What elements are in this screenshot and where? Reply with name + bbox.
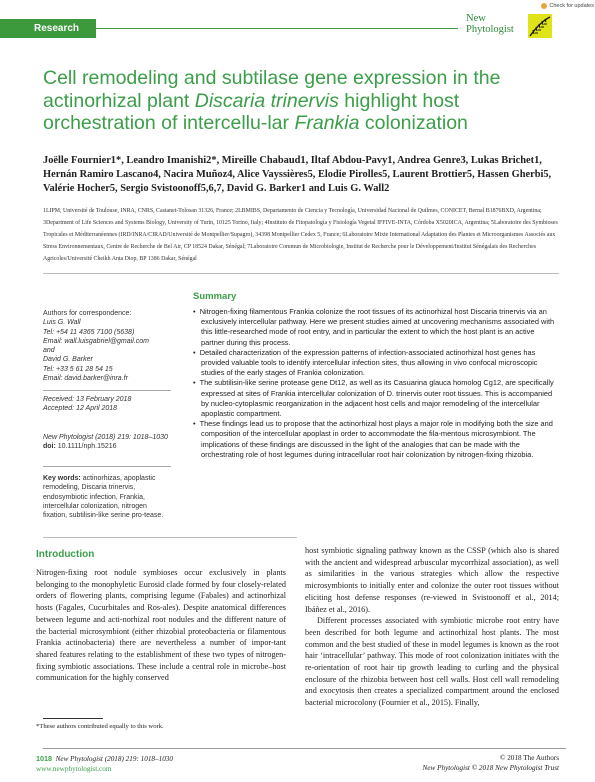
footer-citation: New Phytologist (2018) 219: 1018–1030 [55,755,173,763]
dates-block [43,395,171,414]
authors-line2: Hernán Ramiro Lascano4, Nacira Muñoz4, Alice Vayssières5, Elodie Pirolles5, Laurent Brottier5, Hassen Gherbi5, [43,169,552,181]
journal-logo-line2: Phytologist [466,24,514,35]
correspondence-block [43,309,171,383]
footer-rule [43,748,566,749]
intro-paragraph-1: Nitrogen-fixing root nodule symbioses occur exclusively in plants belonging to the monophyletic Eurosid clade formed by four closely-related orders of flowering plants, comprising legume (Fabales) and actinorhizal hosts (Fagales, Cucurbitales and Ros-ales). Despite anatomical differences between legume and acti-norhizal root nodules and the different nature of the bacterial microsymbiont (either rhizobial proteobacteria or filamentous Frankia actinobacteria) there are nevertheless a number of impor-tant shared features relating to the establishment of these two types of nitrogen-fixing symbiotic associations. These include a central role in microbe–host communication for the highly conserved [36,568,286,683]
meta-divider-2 [43,466,171,467]
journal-logo-text [466,13,524,35]
check-updates-badge[interactable] [510,1,594,11]
journal-logo-line1: New [466,13,486,24]
intro-paragraph-3: Different processes associated with symbiotic microbe root entry have been described for both legume and actinorhizal host plants. The most common and the best studied of these in model legumes is known as the root hair ‘intracellular’ pathway. This mode of root colonization initiates with the re-orientation of root hair tip growth leading to curling and the physical enclosure of the rhizobia between host cell walls. Host cell wall remodeling and exocytosis then creates a specialized compartment around the enclosed bacterial microcolony (Fournier et al., 2015). Finally, [305,616,559,708]
page-number: 1018 [36,754,52,763]
and-connector: and [43,347,55,355]
accepted-date: Accepted: 12 April 2018 [43,405,118,413]
doi-link[interactable]: 10.1111/nph.15216 [57,443,117,451]
title-part2: highlight host orchestration of intercellu-lar [43,89,460,134]
journal-logo-icon [528,14,552,38]
author2-tel: Tel: +33 5 61 28 54 15 [43,365,113,373]
section-divider [43,273,559,274]
authors-line1: Joëlle Fournier1*, Leandro Imanishi2*, Mireille Chabaud1, Iltaf Abdou-Pavy1, Andrea Genre3, Lukas Brichet1, [43,155,542,166]
header-rule [96,28,458,29]
summary-bullet-text: Detailed characterization of the expression patterns of infection-associated actinorhizal host genes has provided valuable tools to identify intercellular infection sites, thus allowing in vivo confocal microscopic studies of the early stages of Frankia colonization. [199,347,538,378]
keywords: actinorhizas, apoplastic remodeling, Discaria trinervis, endosymbiotic infection, Frankia, intercellular colonization, nitrogen fixation, subtilisin-like serine pro-tease. [43,475,164,520]
footnote-rule [43,718,103,719]
authors-line3: Valérie Hocher5, Sergio Svistoonoff5,6,7, David G. Barker1 and Luis G. Wall2 [43,183,390,195]
citation: New Phytologist (2018) 219: 1018–1030 [43,434,168,441]
summary-bullet-text: Nitrogen-fixing filamentous Frankia colonize the root tissues of its actinorhizal host Discaria trinervis via an exclusively intercellular pathway. Here we present studies aimed at uncovering mechanisms associated with this little-researched mode of root entry, and in particular the extent to which the host plant is an active partner during this process. [199,307,555,347]
author1-name: Luis G. Wall [43,319,81,327]
title-species: Discaria trinervis [194,89,339,112]
title-part3: colonization [359,112,468,134]
author1-email[interactable]: Email: wall.luisgabriel@gmail.com [43,337,149,345]
summary-bullet: • These findings lead us to propose that the actinorhizal host plays a major role in modifying both the size and composition of the intercellular apoplast in order to accommodate the fila-mentous microsymbiont. The implications of these findings are discussed in the light of the analogies that can be made with the orchestrating role of host legumes during intracellular root hair colonization by nitrogen-fixing rhizobia. [193,419,553,459]
summary-body [193,307,558,460]
copyright-line1: © 2018 The Authors [499,754,559,762]
author2-email[interactable]: Email: david.barker@inra.fr [43,375,128,383]
footer-left [36,754,173,774]
received-date: Received: 13 February 2018 [43,396,132,403]
introduction-heading: Introduction [36,549,95,560]
crossmark-icon [541,3,547,9]
check-updates-label: Check for updates [549,3,594,9]
meta-divider [43,390,171,391]
summary-bullet: • The subtilisin-like serine protease gene Dt12, as well as its Casuarina glauca homolog Cg12, are specifically expressed at sites of Frankia intercellular colonization of D. trinervis outer root tissues. This is accompanied by nucleo-cytoplasmic reorganization in the adjacent host cells and major remodeling of the intercellular apoplastic compartment. [193,378,554,419]
author2-name: David G. Barker [43,356,93,364]
footer-right [370,754,559,773]
affiliations: 1LIPM, Université de Toulouse, INRA, CNRS, Castanet-Tolosan 31326, France; 2LBMIBS, Departamento de Ciencia y Tecnología, Universidad Nacional de Quilmes, CONICET, Bernal B1876BXD, Argentina; 3Department of Life Sciences and Systems Biology, University of Turin, 10125 Torino, Italy; 4Instituto de Fitopatología y Fisiología Vegetal IFFIVE-INTA, Córdoba X5020ICA, Argentina; 5Laboratoire des Symbioses Tropicales et Méditerranéennes (IRD/INRA/CIRAD/Université de Montpellier/Supagro), 34398 Montpellier Cedex 5, France; 6Laboratoire Mixte International Adaptation des Plantes et Microorganismes Associés aux Stress Environnementaux, Centre de Recherche de Bel Air, CP 18524 Dakar, Sénégal; 7Laboratoire Commun de Microbiologie, Institut de Recherche pour le Développement/Institut Sénégalais des Recherches Agricoles/Université Cheikh Anta Diop, BP 1386 Dakar, Sénégal [43,208,558,263]
intro-column-1 [36,567,286,684]
intro-paragraph-2: host symbiotic signaling pathway known as the CSSP (which also is shared with the ancient and widespread arbuscular mycorrhizal association), as well as similarities in the various strategies which allow the respective microsymbionts to initially enter and colonize the outer root tissues without eliciting host defense responses (re-viewed in Svistoonoff et al., 2014; Ibáñez et al., 2016). [305,546,559,614]
keywords-label: Key words: [43,475,81,482]
author-list [43,154,558,197]
citation-block [43,433,171,452]
summary-bullet-text: The subtilisin-like serine protease gene Dt12, as well as its Casuarina glauca homolog Cg12, are specifically expressed at sites of Frankia intercellular colonization of D. trinervis outer root tissues. This is accompanied by nucleo-cytoplasmic reorganization in the adjacent host cells and major remodeling of the intercellular apoplastic compartment. [199,378,554,419]
footer-website[interactable]: www.newphytologist.com [36,764,112,773]
copyright-line2: New Phytologist © 2018 New Phytologist Trust [422,763,559,772]
correspondence-label: Authors for correspondence: [43,310,132,317]
intro-column-2 [305,545,559,709]
doi-label: doi: [43,443,56,451]
keywords-block [43,474,171,520]
title-part1: Cell remodeling and subtilase gene expression in the actinorhizal plant [43,67,501,112]
summary-bullet-text: These findings lead us to propose that the actinorhizal host plays a major role in modifying both the size and composition of the intercellular apoplast in order to accommodate the fila-mentous microsymbiont. The implications of these findings are discussed in the light of the analogies that can be made with the orchestrating role of host legumes during intracellular root hair colonization by nitrogen-fixing rhizobia. [199,419,553,459]
summary-bullet: • Detailed characterization of the expression patterns of infection-associated actinorhizal host genes has provided valuable tools to identify intercellular infection sites, thus allowing in vivo confocal microscopic studies of the early stages of Frankia colonization. [193,347,538,378]
summary-heading: Summary [193,291,237,302]
intro-rule [43,537,297,538]
title-genus: Frankia [294,112,360,134]
author1-tel: Tel: +54 11 4365 7100 (5638) [43,328,135,336]
footnote: *These authors contributed equally to this work. [36,723,164,730]
article-title [43,67,563,135]
section-label: Research [0,19,96,38]
summary-bullet: • Nitrogen-fixing filamentous Frankia colonize the root tissues of its actinorhizal host Discaria trinervis via an exclusively intercellular pathway. Here we present studies aimed at uncovering mechanisms associated with this little-researched mode of root entry, and in particular the extent to which the host plant is an active partner during this process. [193,307,555,347]
